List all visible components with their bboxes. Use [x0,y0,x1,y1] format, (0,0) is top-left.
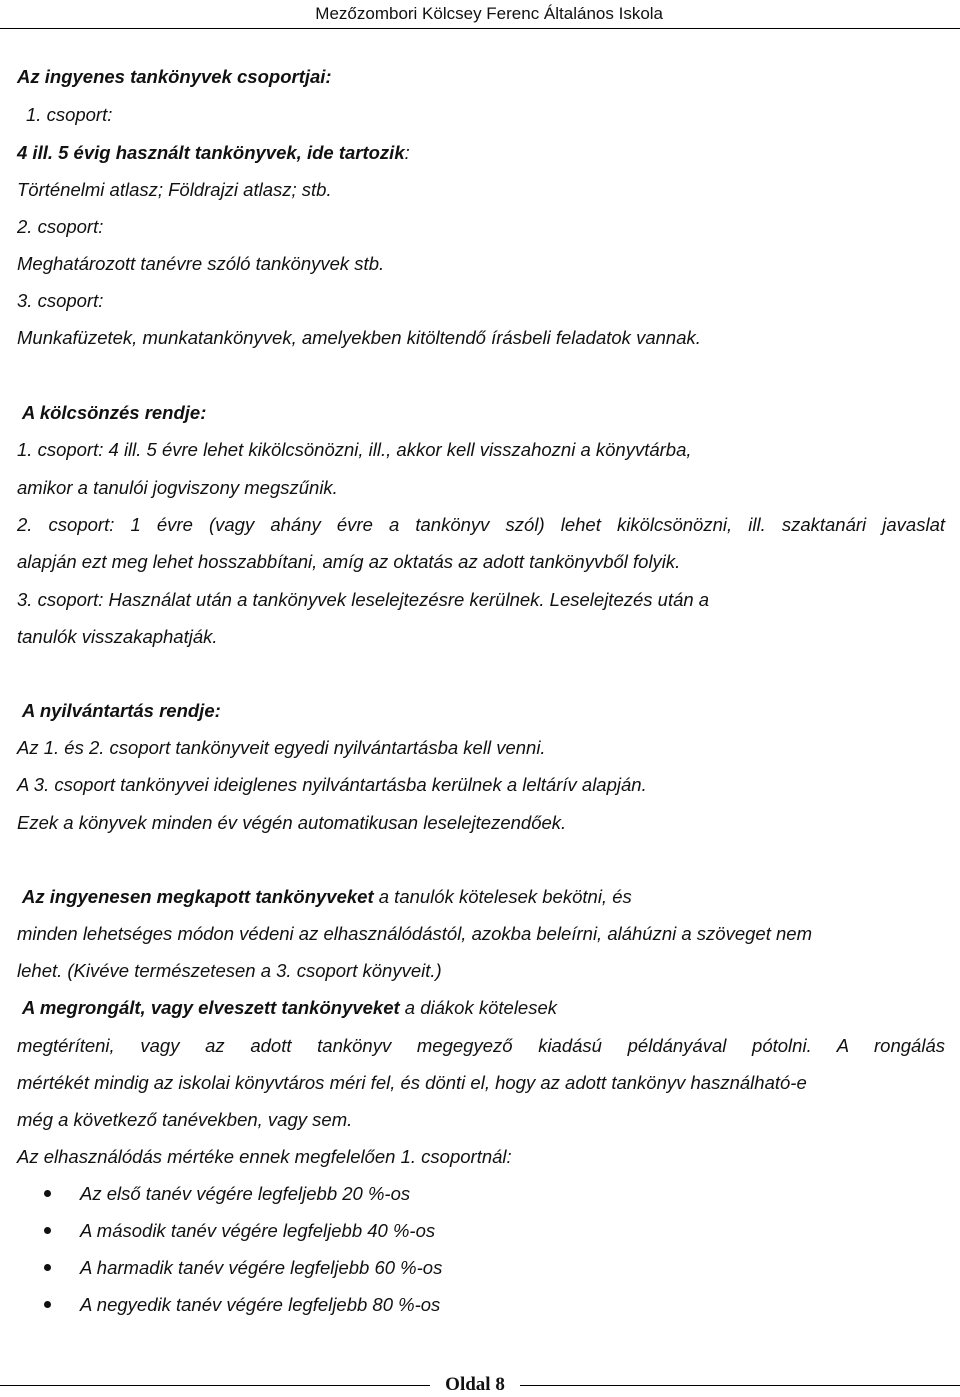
rule2-line-1 [22,996,557,1020]
group2-desc: Meghatározott tanévre szóló tankönyvek stb. [17,253,385,274]
lending-line-3: 2. csoport: 1 évre (vagy ahány évre a tankönyv szól) lehet kikölcsönözni, ill. szaktanári javaslat [17,514,945,535]
wear-item: A harmadik tanév végére legfeljebb 60 %-os [80,1257,443,1278]
bullet-dot [44,1264,51,1271]
group1-desc [17,141,410,165]
page-header [0,0,960,30]
bullet-dot [44,1301,51,1308]
group3-desc: Munkafüzetek, munkatankönyvek, amelyekben kitöltendő írásbeli feladatok vannak. [17,327,701,348]
lending-line-6: tanulók visszakaphatják. [17,626,218,647]
lending-title: A kölcsönzés rendje: [22,402,207,423]
lending-line-4: alapján ezt meg lehet hosszabbítani, amíg az oktatás az adott tankönyvből folyik. [17,551,681,572]
wear-title: Az elhasználódás mértéke ennek megfelelően 1. csoportnál: [17,1146,512,1167]
footer-rule-left [0,1385,430,1386]
rule1-line-1 [22,885,632,909]
registry-line-3: Ezek a könyvek minden év végén automatikusan leselejtezendőek. [17,812,567,833]
bullet-dot [44,1190,51,1197]
school-name: Mezőzombori Kölcsey Ferenc Általános Iskola [315,4,663,23]
header-rule [0,28,960,29]
rule2-line-4: még a következő tanévekben, vagy sem. [17,1109,353,1130]
rule1-line-3: lehet. (Kivéve természetesen a 3. csoport könyveit.) [17,960,442,981]
lending-line-2: amikor a tanulói jogviszony megszűnik. [17,477,338,498]
page-number: Oldal 8 [445,1374,505,1395]
group3-label: 3. csoport: [17,290,104,311]
registry-title: A nyilvántartás rendje: [22,700,221,721]
lending-line-1: 1. csoport: 4 ill. 5 évre lehet kikölcsönözni, ill., akkor kell visszahozni a könyvtárba, [17,439,692,460]
rule2-line-3: mértékét mindig az iskolai könyvtáros méri fel, és dönti el, hogy az adott tankönyv használható-e [17,1072,807,1093]
group1-desc-colon: : [404,142,410,163]
rule2-line-2: megtéríteni, vagy az adott tankönyv megegyező kiadású példányával pótolni. A rongálás [17,1035,945,1056]
group2-label: 2. csoport: [17,216,104,237]
rule2-bold: A megrongált, vagy elveszett tankönyveket [22,997,400,1018]
bullet-dot [44,1227,51,1234]
footer-rule-right [520,1385,960,1386]
group1-label: 1. csoport: [26,104,113,125]
registry-line-2: A 3. csoport tankönyvei ideiglenes nyilvántartásba kerülnek a leltárív alapján. [17,774,647,795]
wear-item: Az első tanév végére legfeljebb 20 %-os [80,1183,411,1204]
lending-line-5: 3. csoport: Használat után a tankönyvek leselejtezésre kerülnek. Leselejtezés után a [17,589,710,610]
group1-desc-text: 4 ill. 5 évig használt tankönyvek, ide tartozik [17,142,405,163]
rule1-bold: Az ingyenesen megkapott tankönyveket [22,886,374,907]
page-footer [0,1374,960,1396]
group1-examples: Történelmi atlasz; Földrajzi atlasz; stb. [17,179,332,200]
groups-title: Az ingyenes tankönyvek csoportjai: [17,66,332,87]
rule1-rest: a tanulók kötelesek bekötni, és [373,886,632,907]
wear-item: A negyedik tanév végére legfeljebb 80 %-os [80,1294,441,1315]
registry-line-1: Az 1. és 2. csoport tankönyveit egyedi nyilvántartásba kell venni. [17,737,546,758]
rule1-line-2: minden lehetséges módon védeni az elhasználódástól, azokba beleírni, aláhúzni a szöveget nem [17,923,812,944]
rule2-rest: a diákok kötelesek [399,997,558,1018]
wear-item: A második tanév végére legfeljebb 40 %-os [80,1220,436,1241]
